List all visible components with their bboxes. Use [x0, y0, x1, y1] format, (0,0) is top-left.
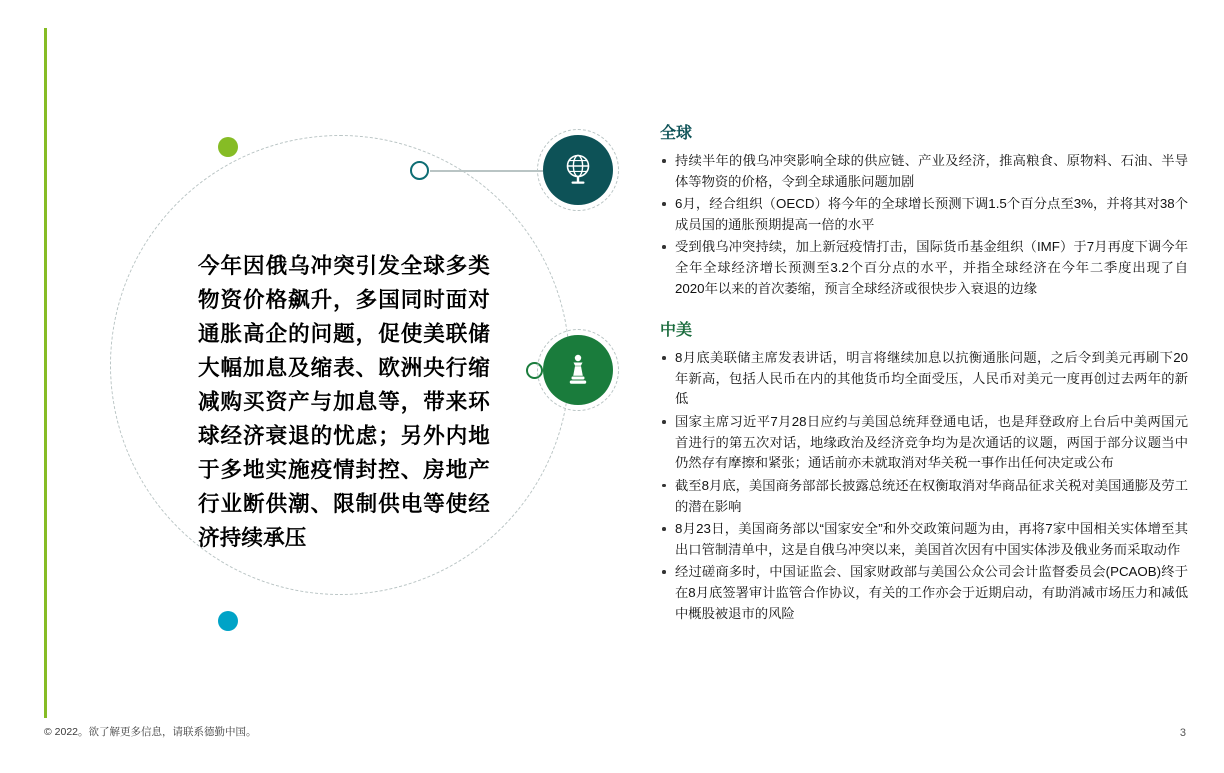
left-accent-rule — [44, 28, 47, 718]
list-item: 国家主席习近平7月28日应约与美国总统拜登通电话，也是拜登政府上台后中美两国元首进行的第五次对话，地缘政治及经济竞争均为是次通话的议题，两国于部分议题当中仍然存有摩擦和紧张；通话前亦未就取消对华关税一事作出任何决定或公布 — [660, 412, 1188, 474]
global-badge — [543, 135, 613, 205]
cyan-dot-marker — [218, 611, 238, 631]
chess-piece-icon — [565, 353, 591, 387]
china-us-badge — [543, 335, 613, 405]
lead-paragraph: 今年因俄乌冲突引发全球多类物资价格飙升，多国同时面对通胀高企的问题，促使美联储大幅加息及缩表、欧洲央行缩减购买资产与加息等，带来环球经济衰退的忧虑；另外内地于多地实施疫情封控、房地产行业断供潮、限制供电等使经济持续承压 — [198, 254, 490, 550]
connector-line-global — [430, 170, 543, 172]
list-item: 8月底美联储主席发表讲话，明言将继续加息以抗衡通胀问题，之后令到美元再刷下20年新高，包括人民币在内的其他货币均全面受压，人民币对美元一度再创过去两年的新低 — [660, 348, 1188, 410]
globe-icon — [563, 153, 593, 187]
bullet-list-global — [660, 151, 1188, 299]
list-item: 截至8月底，美国商务部部长披露总统还在权衡取消对华商品征求关税对美国通膨及劳工的潜在影响 — [660, 476, 1188, 517]
page-number: 3 — [1179, 727, 1186, 739]
left-graphic-panel — [60, 80, 650, 680]
section-china-us — [660, 317, 1188, 624]
list-item: 经过磋商多时，中国证监会、国家财政部与美国公众公司会计监督委员会(PCAOB)终于在8月底签署审计监管合作协议，有关的工作亦会于近期启动，有助消减市场压力和减低中概股被退市的风险 — [660, 562, 1188, 624]
list-item: 受到俄乌冲突持续，加上新冠疫情打击，国际货币基金组织（IMF）于7月再度下调今年全年全球经济增长预测至3.2个百分点的水平，并指全球经济在今年二季度出现了自2020年以来的首次萎缩，预言全球经济或很快步入衰退的边缘 — [660, 237, 1188, 299]
teal-ring-marker — [410, 161, 429, 180]
list-item: 6月，经合组织（OECD）将今年的全球增长预测下调1.5个百分点至3%，并将其对38个成员国的通胀预期提高一倍的水平 — [660, 194, 1188, 235]
list-item: 8月23日，美国商务部以“国家安全”和外交政策问题为由，再将7家中国相关实体增至其出口管制清单中，这是自俄乌冲突以来，美国首次因有中国实体涉及俄业务而采取动作 — [660, 519, 1188, 560]
list-item: 持续半年的俄乌冲突影响全球的供应链、产业及经济，推高粮食、原物料、石油、半导体等物资的价格，令到全球通胀问题加剧 — [660, 151, 1188, 192]
footer-copyright: © 2022。欲了解更多信息，请联系德勤中国。 — [44, 726, 257, 738]
section-title-china-us: 中美 — [660, 322, 693, 340]
section-global — [660, 120, 1188, 299]
section-title-global: 全球 — [660, 125, 693, 142]
right-content-column — [660, 120, 1188, 642]
bullet-list-china-us — [660, 348, 1188, 624]
green-dot-marker — [218, 137, 238, 157]
